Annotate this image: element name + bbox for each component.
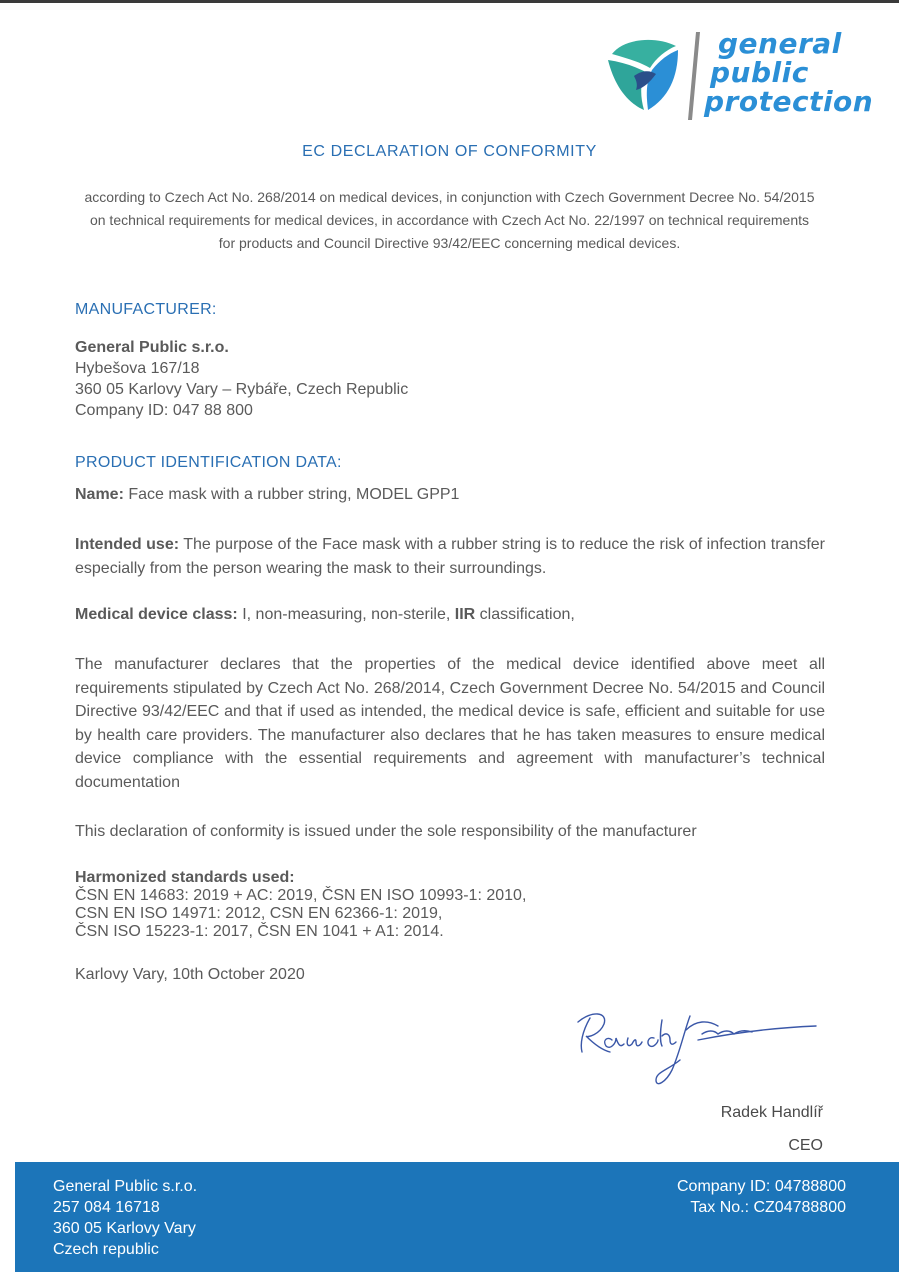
logo-divider — [688, 32, 700, 120]
product-heading: PRODUCT IDENTIFICATION DATA: — [75, 454, 342, 471]
device-class-bold: IIR — [454, 606, 476, 623]
footer-bar — [15, 1162, 899, 1272]
standards-line-2: CSN EN ISO 14971: 2012, CSN EN 62366-1: 2019, — [75, 905, 443, 922]
standards-line-3: ČSN ISO 15223-1: 2017, ČSN EN 1041 + A1: 2014. — [75, 923, 444, 940]
intro-paragraph: according to Czech Act No. 268/2014 on medical devices, in conjunction with Czech Government Decree No. 54/2015 on technical requirements for medical devices, in accordance with Czech Act No. 22/1997 on technical requirements for products and Council Directive 93/42/EEC concerning medical devices. — [84, 189, 815, 251]
logo-word-general: general — [718, 27, 842, 60]
standards-heading: Harmonized standards used: — [75, 869, 295, 886]
footer-company: General Public s.r.o. — [53, 1178, 198, 1195]
manufacturer-city: 360 05 Karlovy Vary – Rybáře, Czech Republic — [75, 381, 409, 398]
signatory-title: CEO — [788, 1137, 823, 1154]
footer-address — [53, 1176, 197, 1260]
signatory-name: Radek Handlíř — [720, 1104, 823, 1121]
responsibility-statement: This declaration of conformity is issued under the sole responsibility of the manufacturer — [75, 823, 697, 840]
footer-company-id: Company ID: 04788800 — [677, 1178, 846, 1195]
device-class-value: I, non-measuring, non-sterile, — [237, 606, 455, 623]
logo-word-protection: protection — [704, 85, 874, 118]
manufacturer-name: General Public s.r.o. — [75, 339, 229, 356]
logo-word-public: public — [710, 56, 809, 89]
place-date: Karlovy Vary, 10th October 2020 — [75, 966, 305, 983]
intended-use-label: Intended use: — [75, 536, 180, 553]
shield-logo-icon — [604, 32, 679, 112]
footer-country: Czech republic — [53, 1241, 159, 1258]
declaration-paragraph: The manufacturer declares that the properties of the medical device identified above meet all requirements stipulated by Czech Act No. 268/2014, Czech Government Decree No. 54/2015 and Council Directive 93/42/EEC and that if used as intended, the medical device is safe, efficient and suitable for use by health care providers. The manufacturer also declares that he has taken measures to ensure medical device compliance with the essential requirements and agreement with manufacturer’s technical documentation — [75, 656, 825, 791]
device-class-label: Medical device class: — [75, 606, 238, 623]
product-name-label: Name: — [75, 486, 124, 503]
standards-block — [75, 869, 825, 941]
company-logo — [604, 27, 889, 120]
manufacturer-heading: MANUFACTURER: — [75, 301, 217, 318]
footer-city: 360 05 Karlovy Vary — [53, 1220, 196, 1237]
product-name-value: Face mask with a rubber string, MODEL GPP1 — [123, 486, 460, 503]
document-title: EC DECLARATION OF CONFORMITY — [302, 143, 597, 160]
footer-tax-no: Tax No.: CZ04788800 — [690, 1199, 846, 1216]
manufacturer-block — [75, 337, 825, 421]
manufacturer-street: Hybešova 167/18 — [75, 360, 200, 377]
standards-line-1: ČSN EN 14683: 2019 + AC: 2019, ČSN EN ISO 10993-1: 2010, — [75, 887, 527, 904]
device-class-tail: classification, — [475, 606, 575, 623]
product-name — [75, 484, 825, 505]
device-class — [75, 604, 825, 625]
top-rule — [0, 0, 899, 3]
handwritten-signature — [568, 1000, 820, 1095]
intended-use — [75, 533, 825, 580]
intended-use-value: The purpose of the Face mask with a rubber string is to reduce the risk of infection transfer especially from the person wearing the mask to their surroundings. — [75, 536, 825, 577]
manufacturer-company-id: Company ID: 047 88 800 — [75, 402, 253, 419]
footer-phone: 257 084 16718 — [53, 1199, 160, 1216]
footer-ids — [677, 1176, 846, 1218]
logo-wordmark — [704, 27, 874, 118]
